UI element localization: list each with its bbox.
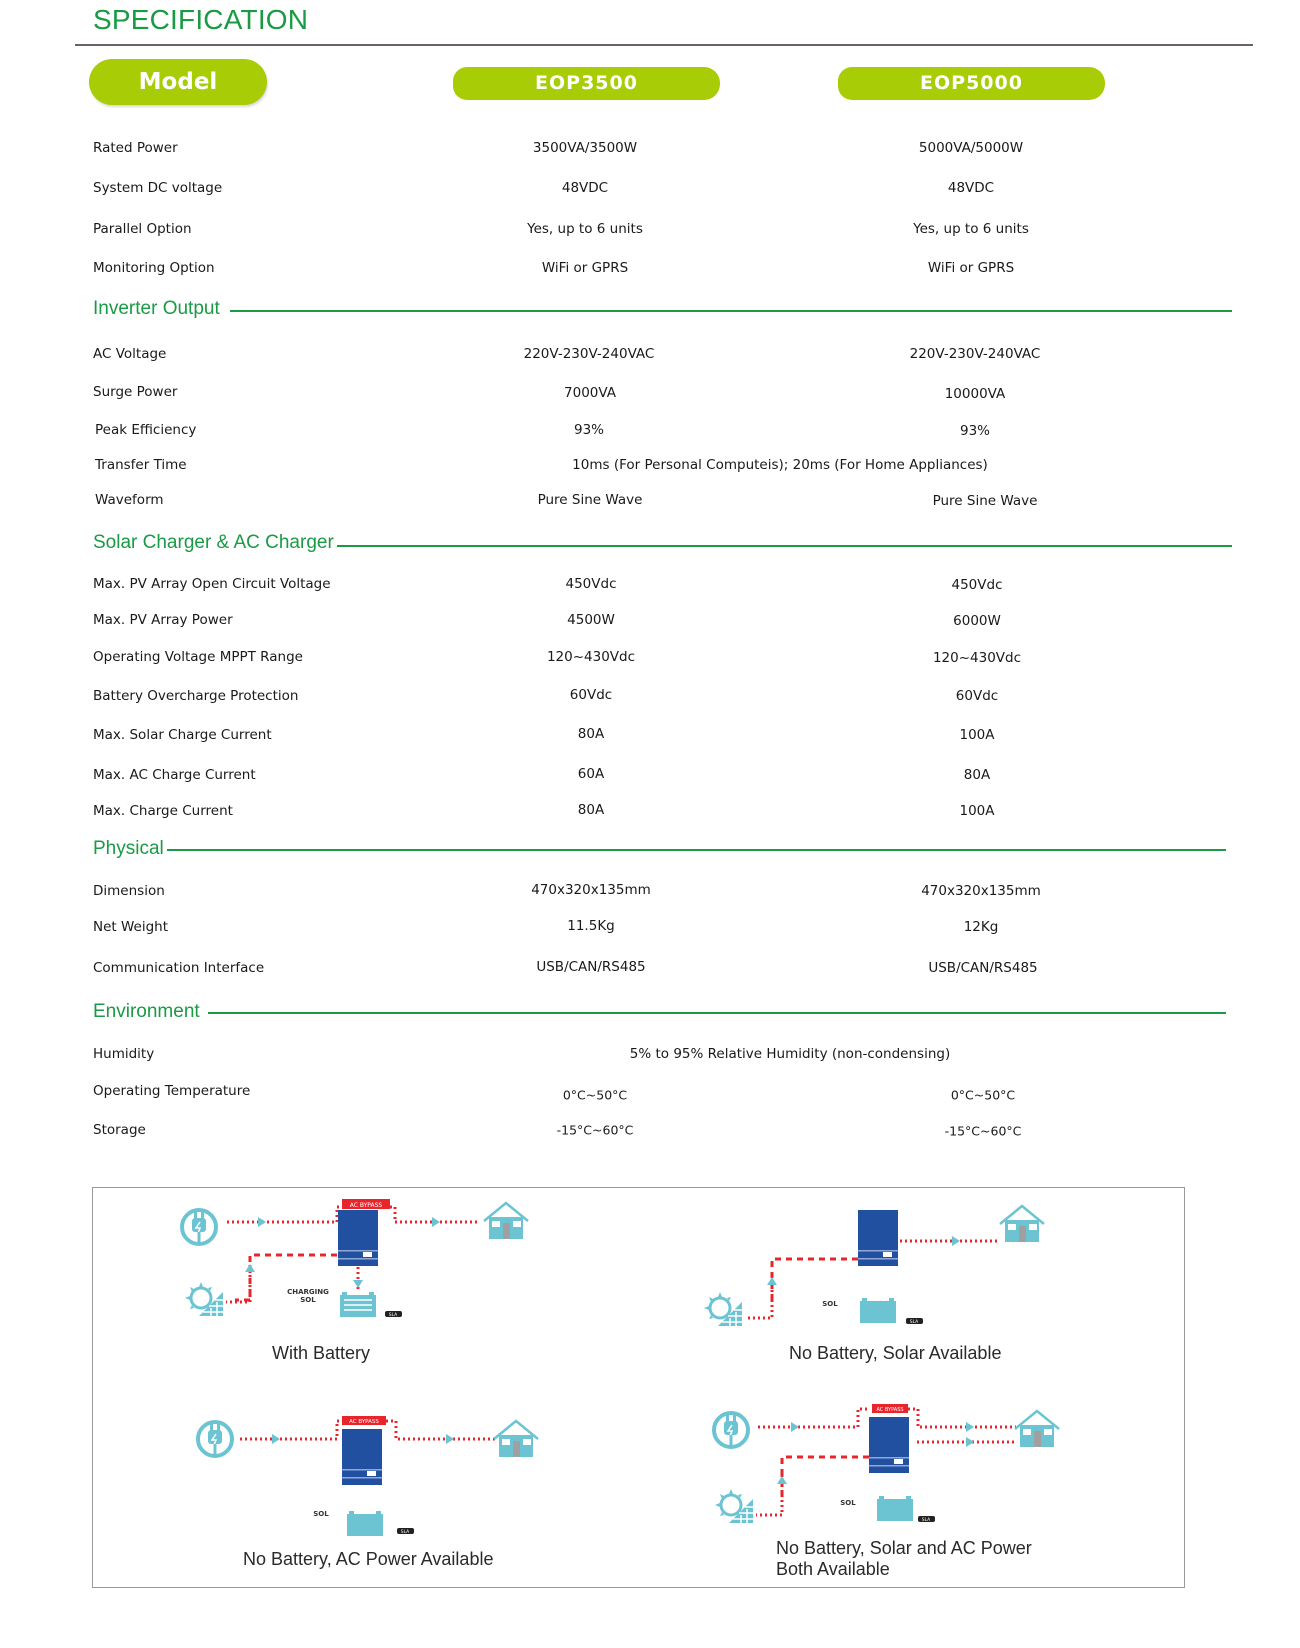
spec-value-eop3500: 220V-230V-240VAC	[523, 346, 655, 362]
diagram-no-battery-solar-ac	[714, 1404, 1059, 1523]
spec-value-eop3500: 48VDC	[561, 180, 609, 196]
sol-label: SOL	[300, 1296, 316, 1304]
spec-value-eop5000: Pure Sine Wave	[932, 493, 1038, 509]
spec-label: Max. Solar Charge Current	[93, 727, 272, 743]
spec-label: Communication Interface	[93, 960, 265, 976]
battery-icon	[860, 1298, 896, 1323]
caption-no-battery-both-line2: Both Available	[776, 1559, 890, 1579]
solar-panel-icon	[704, 1292, 742, 1326]
diagram-no-battery-ac	[198, 1416, 538, 1536]
spec-value-eop5000: 80A	[963, 767, 991, 783]
spec-value-shared: 5% to 95% Relative Humidity (non-condensing)	[629, 1046, 951, 1062]
house-icon	[1015, 1411, 1059, 1447]
spec-value-eop3500: -15°C~60°C	[556, 1122, 634, 1138]
spec-label: Humidity	[93, 1046, 155, 1062]
caption-with-battery: With Battery	[272, 1343, 371, 1363]
spec-value-eop3500: 4500W	[567, 612, 615, 628]
page-title: SPECIFICATION	[93, 4, 309, 35]
house-icon	[484, 1203, 528, 1239]
spec-value-eop5000: 120~430Vdc	[932, 650, 1022, 666]
spec-label: Net Weight	[93, 919, 169, 935]
sla-label: SLA	[921, 1518, 931, 1523]
diagram-with-battery	[182, 1199, 528, 1318]
spec-label: Rated Power	[93, 140, 178, 156]
section-divider	[330, 545, 1232, 547]
spec-label: Max. Charge Current	[93, 803, 233, 819]
model-header-pill: Model	[89, 59, 267, 105]
sla-label: SLA	[400, 1530, 410, 1535]
spec-value-eop5000: 100A	[959, 803, 995, 819]
spec-label: Parallel Option	[93, 221, 192, 237]
house-icon	[1000, 1206, 1044, 1242]
spec-value-eop5000: WiFi or GPRS	[927, 260, 1015, 276]
spec-label: Operating Voltage MPPT Range	[93, 649, 303, 665]
spec-value-eop5000: 0°C~50°C	[950, 1087, 1016, 1103]
spec-value-eop3500: 80A	[577, 726, 605, 742]
spec-value-eop3500: Yes, up to 6 units	[527, 221, 643, 237]
spec-value-eop3500: 93%	[573, 422, 605, 438]
spec-value-eop3500: 60Vdc	[569, 687, 613, 703]
spec-value-eop3500: WiFi or GPRS	[541, 260, 629, 276]
model-column-eop3500: EOP3500	[453, 67, 720, 100]
spec-value-eop5000: 93%	[959, 423, 991, 439]
ac-bypass-label: AC BYPASS	[349, 1419, 379, 1425]
solar-panel-icon	[185, 1282, 223, 1316]
spec-value-shared: 10ms (For Personal Computeis); 20ms (For Home Appliances)	[572, 457, 988, 473]
diagram-no-battery-solar	[704, 1206, 1044, 1326]
spec-value-eop3500: USB/CAN/RS485	[536, 959, 646, 975]
spec-value-eop3500: 470x320x135mm	[531, 882, 651, 898]
spec-value-eop3500: 60A	[577, 766, 605, 782]
spec-label: Storage	[93, 1122, 146, 1138]
charging-label: CHARGING	[287, 1288, 329, 1296]
spec-value-eop3500: 11.5Kg	[567, 918, 615, 934]
sla-label: SLA	[388, 1313, 398, 1318]
inverter-icon	[858, 1210, 898, 1266]
spec-value-eop5000: 450Vdc	[951, 577, 1003, 593]
spec-value-eop5000: Yes, up to 6 units	[913, 221, 1029, 237]
spec-value-eop3500: 3500VA/3500W	[532, 140, 638, 156]
spec-value-eop3500: 7000VA	[564, 385, 616, 401]
spec-value-eop3500: 80A	[577, 802, 605, 818]
sol-label: SOL	[822, 1300, 838, 1308]
spec-value-eop5000: 220V-230V-240VAC	[909, 346, 1041, 362]
spec-label: Transfer Time	[95, 457, 187, 473]
spec-value-eop5000: 12Kg	[963, 919, 999, 935]
section-title: Inverter Output	[93, 298, 223, 320]
solar-panel-icon	[715, 1489, 753, 1523]
spec-value-eop3500: Pure Sine Wave	[537, 492, 643, 508]
grid-plug-icon	[714, 1413, 748, 1447]
section-divider	[208, 1012, 1226, 1014]
sol-label: SOL	[840, 1499, 856, 1507]
grid-plug-icon	[198, 1422, 232, 1456]
grid-plug-icon	[182, 1210, 216, 1244]
inverter-icon	[342, 1429, 382, 1485]
spec-label: System DC voltage	[93, 180, 223, 196]
section-title: Environment	[93, 1001, 203, 1023]
battery-icon	[347, 1511, 383, 1536]
spec-value-eop5000: 48VDC	[947, 180, 995, 196]
ac-bypass-label: AC BYPASS	[876, 1407, 904, 1413]
section-title: Physical	[93, 838, 167, 860]
section-title: Solar Charger & AC Charger	[93, 532, 337, 554]
spec-label: Max. AC Charge Current	[93, 767, 256, 783]
spec-value-eop3500: 0°C~50°C	[562, 1087, 628, 1103]
inverter-icon	[869, 1417, 909, 1473]
spec-label: Max. PV Array Open Circuit Voltage	[93, 576, 331, 592]
battery-icon	[877, 1496, 913, 1521]
spec-value-eop5000: 6000W	[953, 613, 1001, 629]
spec-value-eop5000: 60Vdc	[955, 688, 999, 704]
sla-label: SLA	[909, 1320, 919, 1325]
spec-value-eop5000: 10000VA	[944, 386, 1006, 402]
caption-no-battery-both-line1: No Battery, Solar and AC Power	[776, 1538, 1032, 1558]
section-divider	[230, 310, 1232, 312]
sol-label: SOL	[313, 1510, 329, 1518]
spec-value-eop5000: 470x320x135mm	[921, 883, 1041, 899]
spec-value-eop5000: USB/CAN/RS485	[928, 960, 1038, 976]
spec-label: AC Voltage	[93, 346, 167, 362]
inverter-icon	[338, 1210, 378, 1266]
model-column-eop5000: EOP5000	[838, 67, 1105, 100]
spec-label: Waveform	[95, 492, 164, 508]
spec-value-eop5000: 100A	[959, 727, 995, 743]
spec-label: Max. PV Array Power	[93, 612, 233, 628]
spec-label: Peak Efficiency	[95, 422, 197, 438]
ac-bypass-label: AC BYPASS	[349, 1202, 383, 1209]
spec-label: Surge Power	[93, 384, 178, 400]
spec-label: Monitoring Option	[93, 260, 215, 276]
spec-label: Operating Temperature	[93, 1083, 251, 1099]
house-icon	[494, 1421, 538, 1457]
spec-value-eop5000: 5000VA/5000W	[918, 140, 1024, 156]
spec-label: Dimension	[93, 883, 165, 899]
spec-label: Battery Overcharge Protection	[93, 688, 299, 704]
spec-value-eop5000: -15°C~60°C	[944, 1123, 1022, 1139]
spec-value-eop3500: 450Vdc	[565, 576, 617, 592]
caption-no-battery-solar: No Battery, Solar Available	[789, 1343, 1002, 1363]
spec-value-eop3500: 120~430Vdc	[546, 649, 636, 665]
caption-no-battery-ac: No Battery, AC Power Available	[243, 1549, 494, 1569]
section-divider	[165, 849, 1226, 851]
